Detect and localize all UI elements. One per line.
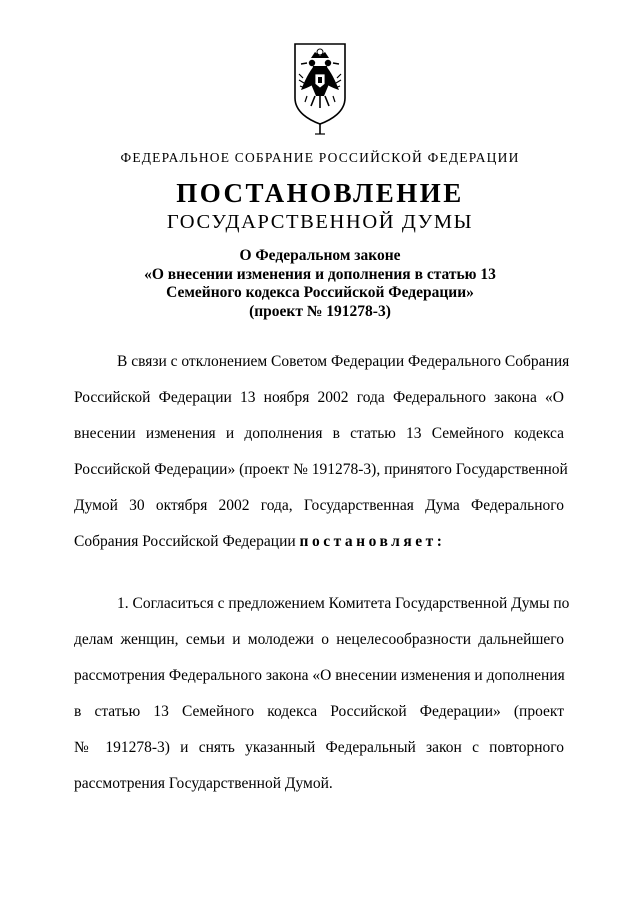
paragraph-line: внесении изменения и дополнения в статью 13 Семейного кодекса <box>74 425 564 442</box>
subject-line: (проект № 191278-3) <box>249 302 391 320</box>
paragraph-line: 1. Согласиться с предложением Комитета Государственной Думы по <box>117 595 570 612</box>
paragraph-line <box>74 532 564 568</box>
paragraph-text: Собрания Российской Федерации <box>74 533 300 550</box>
paragraph-line: Думой 30 октября 2002 года, Государственная Дума Федерального <box>74 497 564 514</box>
document-type-title: ПОСТАНОВЛЕНИЕ <box>176 178 464 208</box>
resolves-keyword: постановляет: <box>299 533 446 550</box>
paragraph-line: делам женщин, семьи и молодежи о нецелесообразности дальнейшего <box>74 631 564 648</box>
paragraph-line: рассмотрения Федерального закона «О внесении изменения и дополнения <box>74 667 565 684</box>
document-subject <box>0 247 640 321</box>
subject-line: «О внесении изменения и дополнения в статью 13 <box>144 265 496 283</box>
clause-1-paragraph <box>74 594 570 810</box>
preamble-paragraph <box>74 352 570 568</box>
paragraph-line: В связи с отклонением Советом Федерации Федерального Собрания <box>117 353 570 370</box>
russian-coat-of-arms-emblem <box>291 40 349 136</box>
organization-name: ФЕДЕРАЛЬНОЕ СОБРАНИЕ РОССИЙСКОЙ ФЕДЕРАЦИИ <box>120 150 520 165</box>
subject-line: О Федеральном законе <box>239 247 401 264</box>
paragraph-line: в статью 13 Семейного кодекса Российской Федерации» (проект <box>74 703 564 720</box>
subject-line: Семейного кодекса Российской Федерации» <box>166 284 474 301</box>
paragraph-line: Российской Федерации» (проект № 191278-3), принятого Государственной <box>74 461 568 478</box>
paragraph-line: № 191278-3) и снять указанный Федеральный закон с повторного <box>74 739 564 756</box>
paragraph-line: рассмотрения Государственной Думой. <box>74 775 333 792</box>
paragraph-line: Российской Федерации 13 ноября 2002 года Федерального закона «О <box>74 389 564 406</box>
issuer-name: ГОСУДАРСТВЕННОЙ ДУМЫ <box>166 211 474 233</box>
